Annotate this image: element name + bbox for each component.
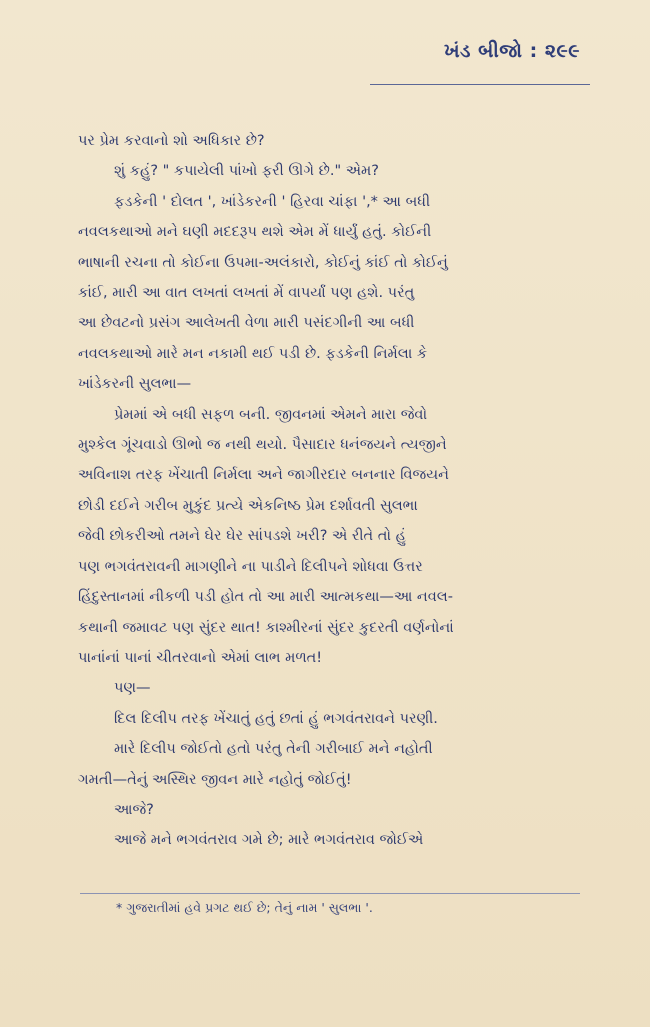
- text-line: નવલકથાઓ મારે મન નકામી થઈ પડી છે. ફડકેની નિર્મલા કે: [78, 345, 428, 362]
- text-line: શું કહું? " કપાયેલી પાંખો ફરી ઊગે છે." એમ?: [114, 163, 379, 180]
- text-line: ફડકેની ' દોલત ', ખાંડેકરની ' હિરવા ચાંફા ',* આ બધી: [114, 193, 431, 210]
- text-line: કાંઈ, મારી આ વાત લખતાં લખતાં મેં વાપર્યાં પણ હશે. પરંતુ: [78, 285, 415, 302]
- running-head: ખંડ બીજો : ૨૯૯: [443, 40, 580, 62]
- text-line: આજે મને ભગવંતરાવ ગમે છે; મારે ભગવંતરાવ જોઈએ: [114, 832, 424, 849]
- text-line: અવિનાશ તરફ ખેંચાતી નિર્મલા અને જાગીરદાર બનનાર વિજયને: [78, 467, 449, 484]
- header-rule: [370, 84, 590, 85]
- text-line: નવલકથાઓ મને ઘણી મદદરૂપ થશે એમ મેં ધાર્યું હતું. કોઈની: [78, 224, 432, 241]
- text-line: દિલ દિલીપ તરફ ખેંચાતું હતું છતાં હું ભગવંતરાવને પરણી.: [114, 710, 438, 727]
- text-line: પર પ્રેમ કરવાનો શો અધિકાર છે?: [78, 133, 265, 149]
- footnote: * ગુજરાતીમાં હવે પ્રગટ થઈ છે; તેનું નામ ' સુલભા '.: [116, 900, 373, 915]
- text-line: કથાની જમાવટ પણ સુંદર થાત! કાશ્મીરનાં સુંદર કુદરતી વર્ણનોનાં: [78, 619, 454, 636]
- text-line: પણ—: [114, 680, 151, 697]
- text-line: આજે?: [114, 801, 154, 818]
- text-line: ભાષાની રચના તો કોઈના ઉપમા-અલંકારો, કોઈનું કાંઈ તો કોઈનું: [78, 254, 448, 271]
- text-line: ગમતી—તેનું અસ્થિર જીવન મારે નહોતું જોઈતું!: [78, 771, 352, 788]
- text-line: મુશ્કેલ ગૂંચવાડો ઊભો જ નથી થયો. પૈસાદાર ધનંજયને ત્યજીને: [78, 437, 447, 454]
- text-line: પણ ભગવંતરાવની માગણીને ના પાડીને દિલીપને શોધવા ઉત્તર: [78, 558, 423, 575]
- text-line: ખાંડેકરની સુલભા—: [78, 376, 192, 393]
- text-line: જેવી છોકરીઓ તમને ઘેર ઘેર સાંપડશે ખરી? એ રીતે તો હું: [78, 528, 406, 545]
- body-text: [78, 126, 598, 856]
- text-line: હિંદુસ્તાનમાં નીકળી પડી હોત તો આ મારી આત્મકથા—આ નવલ-: [78, 589, 453, 606]
- text-line: મારે દિલીપ જોઈતો હતો પરંતુ તેની ગરીબાઈ મને નહોતી: [114, 741, 433, 758]
- text-line: પાનાંનાં પાનાં ચીતરવાનો એમાં લાભ મળત!: [78, 649, 323, 666]
- text-line: પ્રેમમાં એ બધી સફળ બની. જીવનમાં એમને મારા જેવો: [114, 406, 428, 423]
- text-line: છોડી દઈને ગરીબ મુકુંદ પ્રત્યે એકનિષ્ઠ પ્રેમ દર્શાવતી સુલભા: [78, 497, 418, 514]
- text-line: આ છેવટનો પ્રસંગ આલેખતી વેળા મારી પસંદગીની આ બધી: [78, 315, 415, 332]
- footnote-rule: [80, 893, 580, 894]
